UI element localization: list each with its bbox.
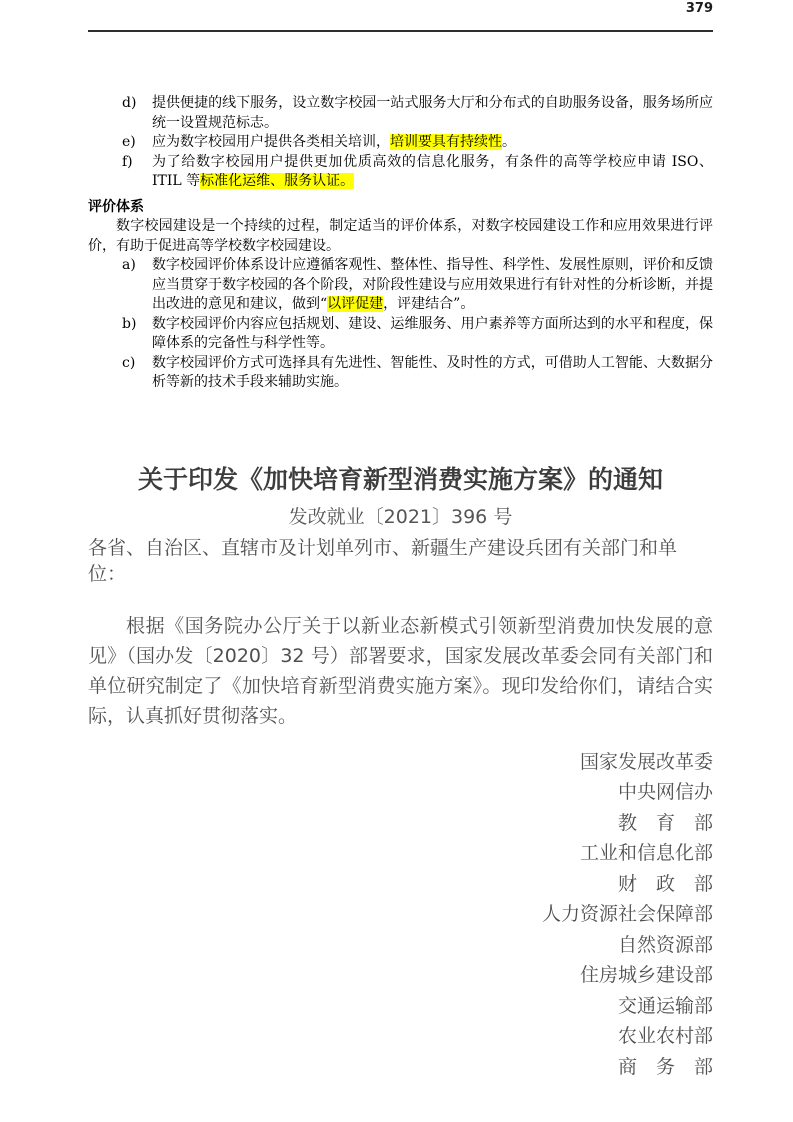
signatory: 交通运输部 [617, 994, 713, 1017]
text-segment: 数字校园评价内容应包括规划、建设、运维服务、用户素养等方面所达到的水平和程度，保障体系的完备性与科学性等。 [152, 315, 713, 351]
signatory: 商 务 部 [617, 1055, 713, 1078]
list-marker: a) [122, 257, 136, 273]
list-marker: c) [122, 354, 136, 371]
notice-title: 关于印发《加快培育新型消费实施方案》的通知 [137, 464, 663, 494]
signatory-list [88, 747, 713, 1083]
signatory: 人力资源社会保障部 [541, 903, 713, 925]
list-marker: d) [122, 95, 137, 111]
list-item-text [152, 354, 713, 393]
text-segment: 数字校园评价体系设计应遵循客观性、整体性、指导性、科学性、发展性原则，评价和反馈应当贯穿于数字校园的各个阶段，对阶段性建设与应用效果进行有针对性的分析诊断，并提出改进的意见和建议，做到“ [152, 257, 713, 312]
list-marker: b) [122, 315, 137, 332]
page-content [88, 94, 713, 1082]
highlighted-text: 标准化运维、服务认证。 [200, 173, 355, 189]
highlighted-text: 培训要具有持续性 [390, 134, 502, 150]
signatory: 国家发展改革委 [579, 750, 713, 773]
campus-section [88, 94, 713, 393]
signatory: 住房城乡建设部 [579, 964, 713, 986]
signatory: 工业和信息化部 [579, 842, 713, 864]
evaluation-heading: 评价体系 [88, 198, 144, 215]
doc-number: 发改就业〔2021〕396 号 [288, 505, 513, 528]
service-list [88, 94, 713, 192]
list-item-text [152, 94, 713, 133]
evaluation-list-item [88, 315, 713, 354]
signatory: 自然资源部 [617, 933, 713, 956]
service-list-item [88, 133, 713, 153]
notice-section [88, 463, 713, 1083]
highlighted-text: 以评促建 [327, 296, 384, 312]
signatory: 农业农村部 [617, 1025, 713, 1047]
list-item-text [152, 256, 713, 315]
page-number: 379 [685, 1, 713, 16]
text-segment: 数字校园评价方式可选择具有先进性、智能性、及时性的方式，可借助人工智能、大数据分析等新的技术手段来辅助实施。 [152, 354, 713, 390]
signatory: 财 政 部 [617, 872, 713, 895]
list-marker: e) [122, 134, 136, 150]
text-segment: 应为数字校园用户提供各类相关培训， [152, 134, 390, 150]
text-segment: 提供便捷的线下服务，设立数字校园一站式服务大厅和分布式的自助服务设备，服务场所应统一设置规范标志。 [152, 95, 713, 131]
list-item-text [152, 315, 713, 354]
header-rule [88, 30, 713, 32]
list-marker: f) [122, 153, 133, 170]
salutation: 各省、自治区、直辖市及计划单列市、新疆生产建设兵团有关部门和单位： [88, 536, 678, 585]
service-list-item [88, 94, 713, 133]
list-item-text [152, 153, 713, 192]
evaluation-list [88, 256, 713, 393]
evaluation-list-item [88, 256, 713, 315]
text-segment: ，评建结合”。 [383, 296, 475, 312]
evaluation-list-item [88, 354, 713, 393]
signatory: 中央网信办 [617, 781, 713, 803]
service-list-item [88, 153, 713, 192]
evaluation-intro: 数字校园建设是一个持续的过程，制定适当的评价体系，对数字校园建设工作和应用效果进行评价，有助于促进高等学校数字校园建设。 [88, 218, 713, 254]
signatory: 教 育 部 [617, 811, 713, 834]
notice-body: 根据《国务院办公厅关于以新业态新模式引领新型消费加快发展的意见》（国办发〔2020〕32 号）部署要求，国家发展改革委会同有关部门和单位研究制定了《加快培育新型消费实施方案》。现印发给你们，请结合实际，认真抓好贯彻落实。 [88, 614, 713, 727]
text-segment: 为了给数字校园用户提供更加优质高效的信息化服务，有条件的高等学校应申请 ISO、ITIL 等 [152, 153, 713, 189]
text-segment: 。 [502, 134, 516, 150]
list-item-text [152, 133, 713, 153]
